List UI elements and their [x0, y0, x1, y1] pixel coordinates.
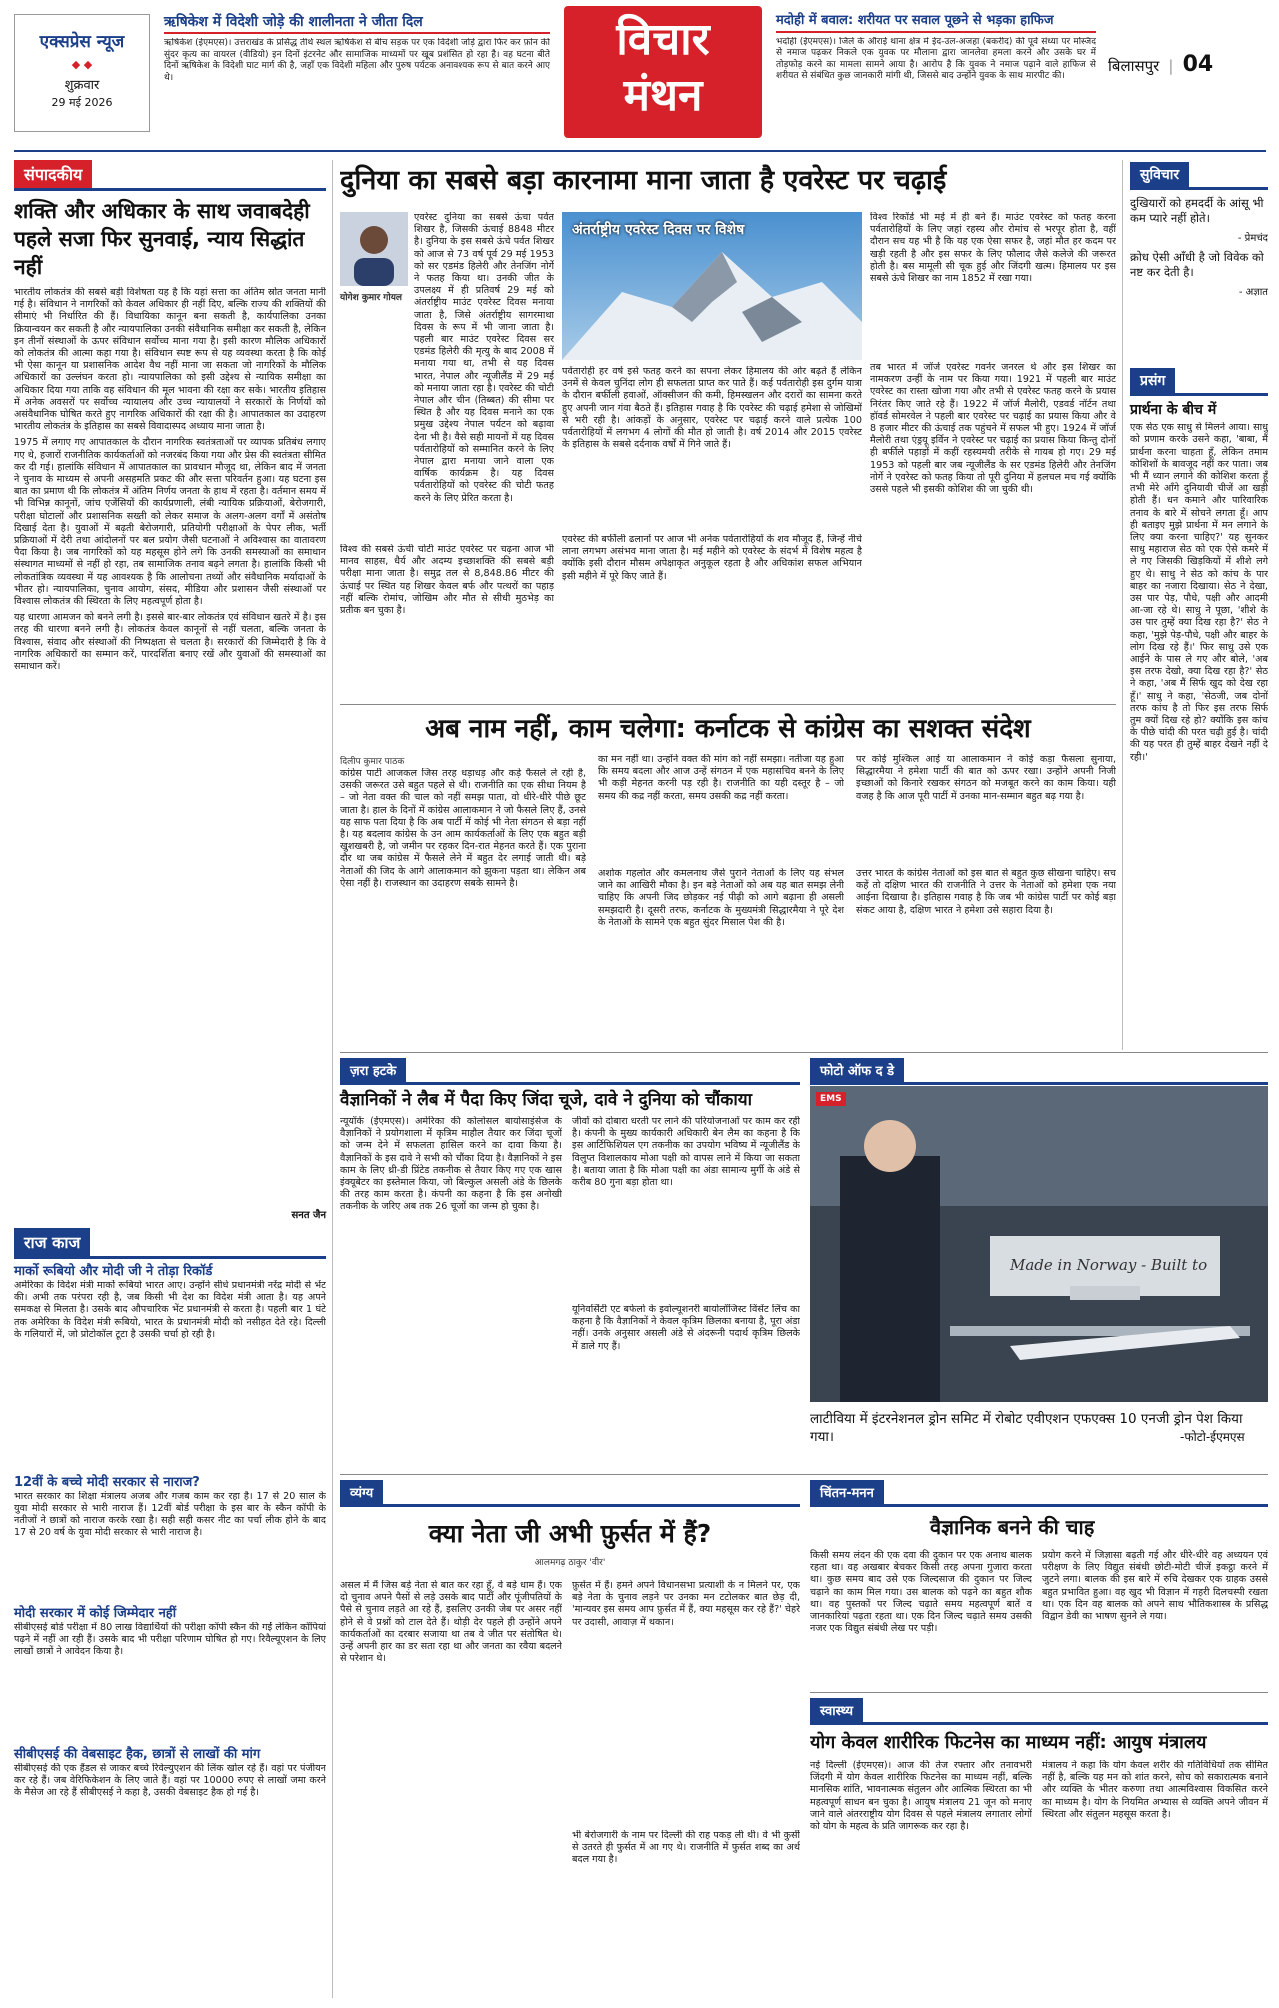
vyangya-tagbar [340, 1480, 800, 1507]
everest-col1: एवरेस्ट दुनिया का सबसे ऊंचा पर्वत शिखर है, जिसकी ऊंचाई 8848 मीटर है। दुनिया के इस सबसे ऊंचे पर्वत शिखर को आज से 73 वर्ष पूर्व 29 मई 1953 को सर एडमंड हिलेरी और तेनजिंग नोर्गे ने फतह किया था। उनकी जीत के उपलक्ष्य में ही प्रतिवर्ष 29 मई को अंतर्राष्ट्रीय माउंट एवरेस्ट दिवस मनाया जाता है, जिसे अंतर्राष्ट्रीय सागरमाथा दिवस के रूप में भी जाना जाता है। पहली बार माउंट एवरेस्ट दिवस सर एडमंड हिलेरी की मृत्यु के बाद 2008 में मनाया गया था, तभी से यह दिवस भारत, नेपाल और न्यूजीलैंड में 29 मई को मनाया जाता रहा है। एवरेस्ट की चोटी नेपाल और चीन (तिब्बत) की सीमा पर स्थित है और यह दिवस मनाने का एक प्रमुख उद्देश्य नेपाल पर्यटन को बढ़ावा देना भी है। वैसे सही मायनों में यह दिवस पर्वतारोहियों को सम्मानित करने के लिए नेपाल द्वारा मनाया जाने वाला एक वार्षिक कार्यक्रम है। यह दिवस पर्वतारोहियों को एवरेस्ट की चोटी फतह करने के लिए प्रेरित करता है। [414, 212, 554, 504]
author-portrait-icon [340, 212, 408, 286]
column-rule-right [1122, 160, 1123, 1050]
masthead-left-box [14, 14, 150, 132]
zarahatke-tag: ज़रा हटके [340, 1058, 406, 1082]
editorial-paragraph: यह धारणा आमजन को बनने लगी है। इससे बार-बार लोकतंत्र एवं संविधान खतरे में है। इस तरह की धारणा बनने लगी है। लोकतंत्र केवल कानूनों से नहीं चलता, बल्कि जनता के विश्वास, संवाद और संस्थाओं की निष्पक्षता से चलता है। सरकारों की जिम्मेदारी है कि वे नागरिक अधिकारों का सम्मान करें, पारदर्शिता बनाए रखें और युवाओं की समस्याओं का समाधान करें। [14, 612, 326, 673]
chintan-col2: प्रयोग करने में जिज्ञासा बढ़ती गई और धीरे-धीरे वह अध्ययन एवं परीक्षण के लिए विद्युत संबंधी छोटी-मोटी चीजें इकट्ठा करने में जुटने लगा। बालक की इस बारे में रुचि देखकर एक ग्राहक उससे बहुत प्रभावित हुआ। वह खुद भी विज्ञान में गहरी दिलचस्पी रखता था। एक दिन वह बालक को अपने साथ भौतिकशास्त्र के प्रसिद्ध विद्वान डेवी का भाषण सुनने ले गया। [1042, 1550, 1268, 1623]
suvichar-section [1130, 162, 1268, 362]
photo-caption: लाटीविया में इंटरनेशनल ड्रोन समिट में रोबोट एवीएशन एफएक्स 10 एनजी ड्रोन पेश किया गया। [810, 1411, 1243, 1445]
editorial-tagbar [14, 160, 326, 191]
teaser-left-title: ऋषिकेश में विदेशी जोड़े की शालीनता ने जीता दिल [164, 14, 550, 34]
masthead-rule [14, 150, 1266, 152]
teaser-right-title: मदोही में बवाल: शरीयत पर सवाल पूछने से भड़का हाफिज [776, 14, 1096, 33]
rajkaj-item-headline: मोदी सरकार में कोई जिम्मेदार नहीं [14, 1605, 177, 1621]
teaser-right-body: भदोही (ईएमएस)। जिले के औराई थाना क्षेत्र में ईद-उल-अजहा (बकरीद) की पूर्व संध्या पर मस्जिद से नमाज पढ़कर निकले एक युवक पर मौलाना द्वारा जानलेवा हमला करने और उसके घर में तोड़फोड़ करने का मामला सामने आया है। आरोप है कि युवक ने नमाज पढ़ाने वाले हाफिज से शरीयत से संबंधित कुछ जानकारी मांगी थी, जिससे बाद उन्होंने युवक के साथ मारपीट की। [776, 36, 1096, 82]
rule-karnataka [340, 1052, 1268, 1053]
swasthya-col1: नई दिल्ली (ईएमएस)। आज की तेज रफ्तार और तनावभरी जिंदगी में योग केवल शारीरिक फिटनेस का माध्यम नहीं, बल्कि मानसिक शांति, भावनात्मक संतुलन और आत्मिक स्थिरता का भी महत्वपूर्ण साधन बन चुका है। आयुष मंत्रालय 21 जून को मनाए जाने वाले अंतरराष्ट्रीय योग दिवस से पहले मंत्रालय लगातार लोगों को योग के महत्व के प्रति जागरूक कर रहा है। [810, 1760, 1032, 1833]
everest-col2: पर्वतारोही हर वर्ष इसे फतह करने का सपना लेकर हिमालय की ओर बढ़ते हैं लेकिन उनमें से केवल चुनिंदा लोग ही सफलता प्राप्त कर पाते हैं। कई पर्वतारोही इस दुर्गम यात्रा के दौरान बर्फीली हवाओं, ऑक्सीजन की कमी, हिमस्खलन और दरारों का सामना करते हुए अपनी जान गंवा बैठते हैं। इतिहास गवाह है कि एवरेस्ट की चढ़ाई हमेशा से जोखिमों से भरी रही है। आंकड़ों के अनुसार, एवरेस्ट पर चढ़ाई करने वाले प्रत्येक 100 पर्वतारोहियों में लगभग 4 लोगों की मौत हो जाती है। वर्ष 2014 और 2015 एवरेस्ट के इतिहास के सबसे दर्दनाक वर्षों में गिने जाते हैं। [562, 366, 862, 451]
column-rule-left [332, 160, 333, 1998]
rajkaj-tagbar [14, 1228, 326, 1259]
rajkaj-item-body: सीबीएसई की एक हैंडल से जाकर बच्चे रिवेल्युएशन की लिंक खोल रहे हैं। वहां पर पंजीयन कर रहे हैं। जब वेरिफिकेशन के लिए जाते हैं। वहां पर 10000 रुपए से लाखों जमा करने के मैसेज आ रहे हैं सीबीएसई ने कहा है, उसकी वेबसाइट हैक हो गई है। [14, 1762, 326, 1799]
rule-mid [340, 1474, 1268, 1475]
karnataka-col3: पर कोई मुश्किल आई या आलाकमान ने कोई कड़ा फैसला सुनाया, सिद्धारमैया ने हमेशा पार्टी की बात को ऊपर रखा। उन्होंने अपनी निजी इच्छाओं को किनारे रखकर संगठन को मजबूत करने का काम किया। यही वजह है कि आज पूरी पार्टी में उनका मान-सम्मान बहुत बढ़ गया है। [856, 754, 1116, 802]
vyangya-col1: असल में मैं जिस बड़े नेता से बात कर रहा हूँ, वे बड़े धाम हैं। एक दो चुनाव अपने पैसों से लड़े उसके बाद पार्टी और पूंजीपतियों के पैसे से चुनाव लड़ते आ रहे हैं, इसलिए उनकी जेब पर असर नहीं होने से वे प्रश्नों को टाल देते हैं। थोड़ी देर पहले ही उन्होंने अपने कार्यकर्ताओं का दरबार सजाया था तब वे जीत पर संतोषित थे। उन्हें अपनी हार का डर सता रहा था और जनता का रवैया बदलने से परेशान थे। [340, 1580, 562, 1665]
everest-col2b: एवरेस्ट की बर्फीली ढलानों पर आज भी अनेक पर्वतारोहियों के शव मौजूद हैं, जिन्हें नीचे लाना लगभग असंभव माना जाता है। मई महीने को एवरेस्ट के संदर्भ में विशेष महत्व है क्योंकि इसी दौरान मौसम अपेक्षाकृत अनुकूल रहता है और अधिकांश सफल अभियान इसी महीने में पूरे किए जाते हैं। [562, 534, 862, 582]
suvichar-quote-2: क्रोध ऐसी आँधी है जो विवेक को नष्ट कर देती है। [1130, 250, 1264, 279]
karnataka-author: दिलीप कुमार पाठक [340, 757, 405, 767]
section-title-line2: मंथन [623, 70, 703, 121]
everest-author: योगेश कुमार गोयल [340, 293, 403, 303]
zarahatke-col2b: यूनिवर्सिटी एट बफेलो के इवोल्यूशनरी बायोलॉजिस्ट विंसेंट लिंच का कहना है कि वैज्ञानिकों ने केवल कृत्रिम छिलका बनाया है, पूरा अंडा नहीं। उनके अनुसार असली अंडे से अंदरूनी पदार्थ कृत्रिम छिलके में डाले गए हैं। [572, 1304, 800, 1352]
day-label: शुक्रवार [64, 78, 100, 93]
prasang-headline: प्रार्थना के बीच में [1130, 402, 1217, 418]
photo-section [810, 1058, 1268, 1472]
drone-photo [810, 1086, 1268, 1402]
rajkaj-item-headline: 12वीं के बच्चे मोदी सरकार से नाराज? [14, 1474, 200, 1490]
everest-headline: दुनिया का सबसे बड़ा कारनामा माना जाता है एवरेस्ट पर चढ़ाई [340, 165, 947, 196]
rajkaj-tag: राज काज [14, 1228, 90, 1256]
drone-banner-text: Made in Norway - Built to [1010, 1256, 1208, 1274]
swasthya-tag: स्वास्थ्य [810, 1698, 863, 1722]
vyangya-section [340, 1480, 800, 2000]
chintan-headline: वैज्ञानिक बनने की चाह [930, 1515, 1095, 1539]
teaser-left[interactable] [164, 14, 550, 132]
prasang-section [1130, 368, 1268, 1048]
editorial-paragraph: भारतीय लोकतंत्र की सबसे बड़ी विशेषता यह है कि यहां सत्ता का अंतिम स्रोत जनता मानी गई है। संविधान ने नागरिकों को केवल अधिकार ही नहीं दिए, बल्कि राज्य की शक्तियों की सीमाएं भी निर्धारित की हैं। विधायिका कानून बना सकती है, कार्यपालिका उनका क्रियान्वयन कर सकती है और न्यायपालिका उनकी संवैधानिक समीक्षा कर सकती है, लेकिन इन तीनों संस्थाओं के ऊपर संविधान सर्वोच्च माना गया है। इसी कारण मौलिक अधिकारों को लोकतंत्र की आत्मा कहा गया है। संविधान स्पष्ट रूप से यह व्यवस्था करता है कि कोई भी ऐसा कानून या प्रशासनिक आदेश वैध नहीं माना जा सकता जो नागरिकों के मौलिक अधिकारों का उल्लंघन करता हो। न्यायपालिका को इसी उद्देश्य से न्यायिक समीक्षा का अधिकार दिया गया ताकि वह संविधान की मूल भावना की रक्षा कर सके। भारतीय इतिहास में अनेक अवसरों पर सर्वोच्च न्यायालय और उच्च न्यायालयों ने सरकारों के निर्णयों को असंवैधानिक घोषित करते हुए नागरिक अधिकारों की रक्षा की है। आपातकाल का उदाहरण भारतीय लोकतंत्र के इतिहास का सबसे विवादास्पद अध्याय माना जाता है। [14, 287, 326, 433]
photo-credit: -फोटो-ईएमएस [1180, 1430, 1245, 1444]
photo-tagbar [810, 1058, 1268, 1085]
editorial-author: सनत जैन [291, 1210, 326, 1221]
rajkaj-item-headline: मार्को रूबियो और मोदी जी ने तोड़ा रिकॉर्ड [14, 1264, 213, 1279]
masthead [0, 0, 1279, 150]
chintan-tag: चिंतन-मनन [810, 1480, 884, 1504]
rajkaj-item-headline: सीबीएसई की वेबसाइट हैक, छात्रों से लाखों की मांग [14, 1746, 261, 1762]
everest-col1b: विश्व की सबसे ऊंची चोटी माउंट एवरेस्ट पर चढ़ना आज भी मानव साहस, धैर्य और अदम्य इच्छाशक्ति की सबसे बड़ी परीक्षा माना जाता है। समुद्र तल से 8,848.86 मीटर की ऊंचाई पर स्थित यह शिखर केवल बर्फ और पत्थरों का पहाड़ नहीं बल्कि रोमांच, जोखिम और मौत से सीधी मुठभेड़ का प्रतीक बन चुका है। [340, 544, 554, 617]
section-title-box [564, 6, 762, 138]
everest-section [340, 164, 1116, 704]
zarahatke-headline: वैज्ञानिकों ने लैब में पैदा किए जिंदा चूजे, दावे ने दुनिया को चौंकाया [340, 1090, 752, 1110]
suvichar-tag: सुविचार [1130, 162, 1189, 187]
page-info [1108, 52, 1268, 92]
prasang-body: एक सेठ एक साधु से मिलने आया। साधु को प्रणाम करके उसने कहा, 'बाबा, मैं प्रार्थना करना चाहता हूँ, लेकिन तमाम कोशिशों के बावजूद नहीं कर पाता। जब भी मैं ध्यान लगाने की कोशिश करता हूँ तभी मेरे आँगे दुनियावी चीजें आ खड़ी होती हैं। धन कमाने और पारिवारिक तनाव के बारे में सोचने लगता हूँ। आप ही बताइए मुझे प्रार्थना में मन लगाने के लिए क्या करना चाहिए?' यह सुनकर साधु महाराज सेठ को एक ऐसे कमरे में ले गए जिसकी खिड़कियों में शीशे लगे हुए थे। साधु ने सेठ को कांच के पार बाहर का नजारा दिखाया। सेठ ने देखा, उस पार पेड़, पौधे, पक्षी और आदमी आ-जा रहे थे। साधु ने पूछा, 'शीशे के उस पार तुम्हें क्या दिख रहा है?' सेठ ने कहा, 'मुझे पेड़-पौधे, पक्षी और बाहर के लोग दिख रहे हैं।' फिर साधु उसे एक आईने के पास ले गए और बोले, 'अब इस तरफ देखो, क्या दिख रहा है?' सेठ ने कहा, 'अब मैं सिर्फ खुद को देख रहा हूँ।' साधु ने कहा, 'सेठजी, जब दोनों तरफ कांच है तो फिर इस तरफ सिर्फ तुम क्यों दिख रहे हो? क्योंकि इस कांच के पीछे चांदी की परत चढ़ी हुई है। चांदी की यह परत ही तुम्हें बाहर देखने नहीं दे रही।' [1130, 422, 1268, 763]
karnataka-col2: का मन नहीं था। उन्होंने वक्त की मांग को नहीं समझा। नतीजा यह हुआ कि समय बदला और आज उन्हें संगठन में एक महासचिव बनने के लिए भी कड़ी मेहनत करनी पड़ रही है। राजनीति का यही दस्तूर है – जो समय की कद्र नहीं करता, समय उसकी कद्र नहीं करता। [598, 754, 844, 802]
karnataka-col1: कांग्रेस पार्टी आजकल जिस तरह धड़ाधड़ और कड़े फैसले ले रही है, उसकी जरूरत उसे बहुत पहले से थी। राजनीति का एक सीधा नियम है – जो नेता वक्त की चाल को नहीं समझ पाता, वो धीरे-धीरे पीछे छूट जाता है। हाल के दिनों में कांग्रेस आलाकमान ने जो फैसले लिए हैं, उनसे यह साफ पता दिया है कि अब पार्टी में कोई भी नेता संगठन से बड़ा नहीं है। यह बदलाव कांग्रेस के उन आम कार्यकर्ताओं के लिए एक बहुत बड़ी खुशखबरी है, जो जमीन पर रहकर दिन-रात मेहनत करते हैं। एक पुराना दौर था जब कांग्रेस में फैसले लेने में बहुत देर लगाई जाती थी। बड़े नेताओं की जिद के आगे आलाकमान को झुकना पड़ता था। लेकिन अब ऐसा नहीं है। राजस्थान का उदाहरण सबके सामने है। [340, 768, 586, 889]
vyangya-col2: फ़ुर्सत में हैं। हमने अपने विधानसभा प्रत्याशी के न मिलने पर, एक बड़े नेता के चुनाव लड़ने पर उनका मन टटोलकर बात छेड़ दी, 'मान्यवर इस समय आप फ़ुर्सत में हैं, क्या महसूस कर रहे हैं?' चेहरे पर उदासी, आवाज़ में थकान। [572, 1580, 800, 1628]
swasthya-tagbar [810, 1698, 1268, 1725]
suvichar-tagbar [1130, 162, 1268, 190]
vyangya-tag: व्यंग्य [340, 1480, 383, 1504]
karnataka-col3b: उत्तर भारत के कांग्रेस नेताओं को इस बात से बहुत कुछ सीखना चाहिए। सच कहें तो दक्षिण भारत की राजनीति ने उत्तर के नेताओं को हमेशा एक नया आईना दिखाया है। इतिहास गवाह है कि जब भी कांग्रेस पार्टी पर कोई बड़ा संकट आया है, दक्षिण भारत ने हमेशा उसे सहारा दिया है। [856, 868, 1116, 916]
everest-photo-caption: अंतर्राष्ट्रीय एवरेस्ट दिवस पर विशेष [572, 222, 745, 238]
everest-col3b: तब भारत में जॉर्ज एवरेस्ट गवर्नर जनरल थे और इस शिखर का नामकरण उन्हीं के नाम पर किया गया। 1921 में पहली बार माउंट एवरेस्ट का रास्ता खोजा गया और तभी से एवरेस्ट फतह करने के प्रयास निरंतर किए जाते रहे हैं। 1922 में जॉर्ज मैलोरी, एडवर्ड नॉर्टन तथा हॉवर्ड सोमरवेल ने पहली बार एवरेस्ट पर चढ़ाई का प्रयास किया और वे 8 हजार मीटर की ऊंचाई तक पहुंचने में सफल भी हुए। 1924 में जॉर्ज मैलोरी तथा एंड्रयू इर्विन ने एवरेस्ट पर चढ़ाई का प्रयास किया किन्तु दोनों ही बर्फीले पहाड़ों में कहीं रहस्यमयी तरीके से गायब हो गए। 29 मई 1953 को पहली बार जब न्यूजीलैंड के सर एडमंड हिलेरी और तेनजिंग नोर्गे ने एवरेस्ट को फतह किया तो पूरी दुनिया में हलचल मच गई क्योंकि उससे पहले भी इसकी कोशिश की जा चुकी थी। [870, 362, 1116, 496]
photo-tag: फोटो ऑफ द डे [810, 1058, 904, 1082]
swasthya-col2: मंत्रालय ने कहा कि योग केवल शरीर की गतिविधियों तक सीमित नहीं है, बल्कि यह मन को शांत करने, सोच को सकारात्मक बनाने और व्यक्ति के भीतर करुणा तथा आत्मविश्वास विकसित करने का माध्यम है। योग के नियमित अभ्यास से व्यक्ति अपने जीवन में स्थिरता और संतुलन महसूस करता है। [1042, 1760, 1268, 1820]
everest-photo [562, 212, 862, 360]
editorial-headline: शक्ति और अधिकार के साथ जवाबदेही पहले सजा फिर सुनवाई, न्याय सिद्धांत नहीं [14, 199, 310, 279]
suvichar-author-2: - अज्ञात [1238, 287, 1268, 298]
karnataka-headline: अब नाम नहीं, काम चलेगा: कर्नाटक से कांग्रेस का सशक्त संदेश [425, 714, 1031, 744]
rajkaj-item-body: सीबीएसई बोर्ड परीक्षा में 80 लाख विद्यार्थियों की परीक्षा कॉपी स्कैन की गईं लेकिन कॉपियां पढ़ने में नहीं आ रही हैं। उसके बाद भी परीक्षा परिणाम घोषित हो गए। रिवैल्यूएशन के लिए लाखों छात्रों ने आवेदन किया है। [14, 1621, 326, 1658]
zarahatke-col1: न्यूयॉर्क (ईएमएस)। अमेरिका की कोलोसल बायोसाइंसेज के वैज्ञानिकों ने प्रयोगशाला में कृत्रिम माहौल तैयार कर जिंदा चूजों को जन्म देने में सफलता हासिल करने का दावा किया है। वैज्ञानिकों के इस दावे ने सभी को चौंका दिया है। वैज्ञानिकों ने इस काम के लिए थ्री-डी प्रिंटेड तकनीक से तैयार किए गए एक खास इंक्यूबेटर का इस्तेमाल किया, जो बिल्कुल असली अंडे के छिलके की तरह काम करता है। कंपनी का कहना है कि इस अनोखी तकनीक के जरिए अब तक 26 चूजों का जन्म हो चुका है। [340, 1116, 562, 1213]
zarahatke-tagbar [340, 1058, 800, 1085]
zarahatke-section [340, 1058, 800, 1468]
suvichar-author-1: - प्रेमचंद [1237, 233, 1268, 244]
swasthya-section [810, 1698, 1268, 2000]
author-photo [340, 212, 408, 286]
swasthya-headline: योग केवल शारीरिक फिटनेस का माध्यम नहीं: आयुष मंत्रालय [810, 1732, 1207, 1753]
vyangya-col3: भी बेरोजगारी के नाम पर दिल्ली की राह पकड़ ली थी। वे भी कुर्सी से उतरते ही फुर्सत में आ गए थे। राजनीति में फुर्सत शब्द का अर्थ बदल गया है। [572, 1830, 800, 1866]
divider: | [1168, 57, 1174, 75]
vyangya-headline: क्या नेता जी अभी फ़ुर्सत में हैं? [428, 1519, 712, 1548]
rajkaj-section [14, 1228, 326, 1998]
rule-everest [340, 704, 1116, 705]
editorial-paragraph: 1975 में लगाए गए आपातकाल के दौरान नागरिक स्वतंत्रताओं पर व्यापक प्रतिबंध लगाए गए थे, हजारों राजनीतिक कार्यकर्ताओं को नजरबंद किया गया और प्रेस की स्वतंत्रता सीमित कर दी गई। हालांकि संविधान में आपातकाल का प्रावधान मौजूद था, लेकिन बाद में जनता ने चुनाव के माध्यम से अपनी असहमति प्रकट की और सत्ता परिवर्तन हुआ। यह घटना इस बात का प्रमाण थी कि लोकतंत्र में अंतिम निर्णय जनता के हाथ में रहता है। वर्तमान समय में भी विभिन्न कानूनों, जांच एजेंसियों की कार्यप्रणाली, लंबी न्यायिक प्रक्रियाओं, बेरोजगारी, परीक्षा घोटालों और प्रशासनिक सख्ती को लेकर समाज के अलग-अलग वर्गों में असंतोष दिखाई देता है। युवाओं में बढ़ती बेरोजगारी, प्रतियोगी परीक्षाओं के पेपर लीक, भर्ती प्रक्रियाओं में देरी तथा आंदोलनों पर बल प्रयोग जैसी घटनाओं ने अविश्वास का वातावरण पैदा किया है। जब नागरिकों को यह महसूस होने लगे कि उनकी समस्याओं का समाधान संस्थागत माध्यमों से नहीं हो रहा, तब सामाजिक तनाव बढ़ने लगता है। हालांकि किसी भी लोकतांत्रिक व्यवस्था में यह आवश्यक है कि आलोचना तथ्यों और संवैधानिक मर्यादाओं के भीतर हो। न्यायपालिका, चुनाव आयोग, संसद, मीडिया और प्रशासन जैसी संस्थाओं पर विश्वास लोकतंत्र की स्थिरता के लिए महत्वपूर्ण होता है। [14, 437, 326, 608]
karnataka-col2b: अशोक गहलोत और कमलनाथ जैसे पुराने नेताओं के लिए यह संभल जाने का आखिरी मौका है। इन बड़े नेताओं को अब यह बात समझ लेनी चाहिए कि अपनी जिद छोड़कर नई पीढ़ी को आगे बढ़ाना ही असली समझदारी है। दूसरी तरफ, कर्नाटक के मुख्यमंत्री सिद्धारमैया ने पूरे देश के नेताओं के सामने एक बहुत सुंदर मिसाल पेश की है। [598, 868, 844, 928]
vyangya-author: आलमगढ़ ठाकुर 'वीर' [534, 1558, 606, 1568]
paper-name: एक्सप्रेस न्यूज [39, 32, 125, 52]
rule-chintan [810, 1692, 1268, 1693]
city-label: बिलासपुर [1108, 57, 1160, 75]
prasang-tag: प्रसंग [1130, 368, 1175, 393]
rajkaj-item-body: अमेरिका के विदेश मंत्री मार्को रूबियो भारत आए। उन्होंने सीधे प्रधानमंत्री नरेंद्र मोदी से भेंट की। अभी तक परंपरा रही है, जब किसी भी देश का विदेश मंत्री आता है। यह अपने समकक्ष से मिलता है। उसके बाद औपचारिक भेंट प्रधानमंत्री से करता है। पहली बार 1 घंटे तक अमेरिका के विदेश मंत्री रूबियो, भारत के प्रधानमंत्री मोदी को नसीहत देते रहे। दिल्ली के गलियारों में, जो प्रोटोकॉल टूटा है उसकी चर्चा हो रही है। [14, 1279, 326, 1340]
zarahatke-col2: जीवों को दोबारा धरती पर लाने की परियोजनाओं पर काम कर रही है। कंपनी के मुख्य कार्यकारी अधिकारी बेन लैम का कहना है कि इस आर्टिफिशियल एग तकनीक का उपयोग भविष्य में न्यूजीलैंड के विलुप्त विशालकाय मोआ पक्षी को वापस लाने में किया जा सकता है। बताया जाता है कि मोआ पक्षी का अंडा सामान्य मुर्गी के अंडे से करीब 80 गुना बड़ा होता था। [572, 1116, 800, 1189]
teaser-right[interactable] [776, 14, 1096, 132]
date-label: 29 मई 2026 [51, 96, 113, 109]
chintan-col1: किसी समय लंदन की एक दवा की दुकान पर एक अनाथ बालक रहता था। वह अखबार बेचकर किसी तरह अपना गुजारा करता था। कुछ समय बाद उसे एक जिल्दसाज की दुकान पर जिल्द चढ़ाने का काम मिल गया। उस बालक को पढ़ने का बहुत शौक था। वह पुस्तकों पर जिल्द चढ़ाते समय महत्वपूर्ण बातें व जानकारियां पढ़ता रहता था। एक दिन जिल्द चढ़ाते समय उसकी नजर एक विद्युत संबंधी लेख पर पड़ी। [810, 1550, 1032, 1635]
chintan-section [810, 1480, 1268, 1688]
chintan-tagbar [810, 1480, 1268, 1507]
editorial-tag: संपादकीय [14, 160, 92, 188]
teaser-left-body: ऋषिकेश (ईएमएस)। उत्तराखंड के प्रसिद्ध तीर्थ स्थल ऋषिकेश से बीच सड़क पर एक विदेशी जोड़े द्वारा फिर कर फ़ोन की सुंदर कृत्य का वायरल (वीडियो) इन दिनों इंटरनेट और सामाजिक माध्यमों पर खूब प्रशंसित हो रहा है। वह घटना बीते दिनों ऋषिकेश के विदेशी घाट मार्ग की है, जहाँ एक विदेशी महिला और पुरुष पर्यटक अनावश्यक रूप से बात करने आए थे। [164, 38, 550, 83]
editorial-body [14, 287, 326, 1207]
suvichar-quote-1: दुखियारों को हमदर्दी के आंसू भी कम प्यारे नहीं होते। [1130, 196, 1264, 225]
page-number: 04 [1182, 52, 1214, 77]
diamond-ornament: ◆ ◆ [71, 58, 93, 71]
prasang-tagbar [1130, 368, 1268, 396]
ems-badge: EMS [816, 1092, 846, 1106]
rajkaj-item-body: भारत सरकार का शिक्षा मंत्रालय अजब और गजब काम कर रहा है। 17 से 20 साल के युवा मोदी सरकार से भारी नाराज हैं। 12वीं बोर्ड परीक्षा के इस बार के स्कैन कॉपी के नतीजों ने छात्रों को नाराज करके रखा है। सही सही कसर नीट का पर्चा लीक होने के बाद 17 से 20 वर्ष के युवा मोदी सरकार से भारी नाराज है। [14, 1490, 326, 1539]
everest-col3: विश्व रिकॉर्ड भी मई में ही बने हैं। माउंट एवरेस्ट को फतह करना पर्वतारोहियों के लिए जहां रहस्य और रोमांच से भरपूर होता है, वहीं दौरान सच यह भी है कि यह एक ऐसा सफर है, जहां मौत हर कदम पर खड़ी रहती है और इस सफर के लिए फौलाद जैसे कलेजे की जरूरत होती है। बस मामूली सी चूक हुई और जिंदगी खत्म। हिमालय पर इस सबसे ऊंचे शिखर का नाम 1852 में रखा गया। [870, 212, 1116, 285]
karnataka-section [340, 712, 1116, 1052]
editorial-section [14, 160, 326, 1221]
section-title-line1: विचार [616, 14, 710, 65]
drone-summit-photo-icon [810, 1086, 1268, 1402]
